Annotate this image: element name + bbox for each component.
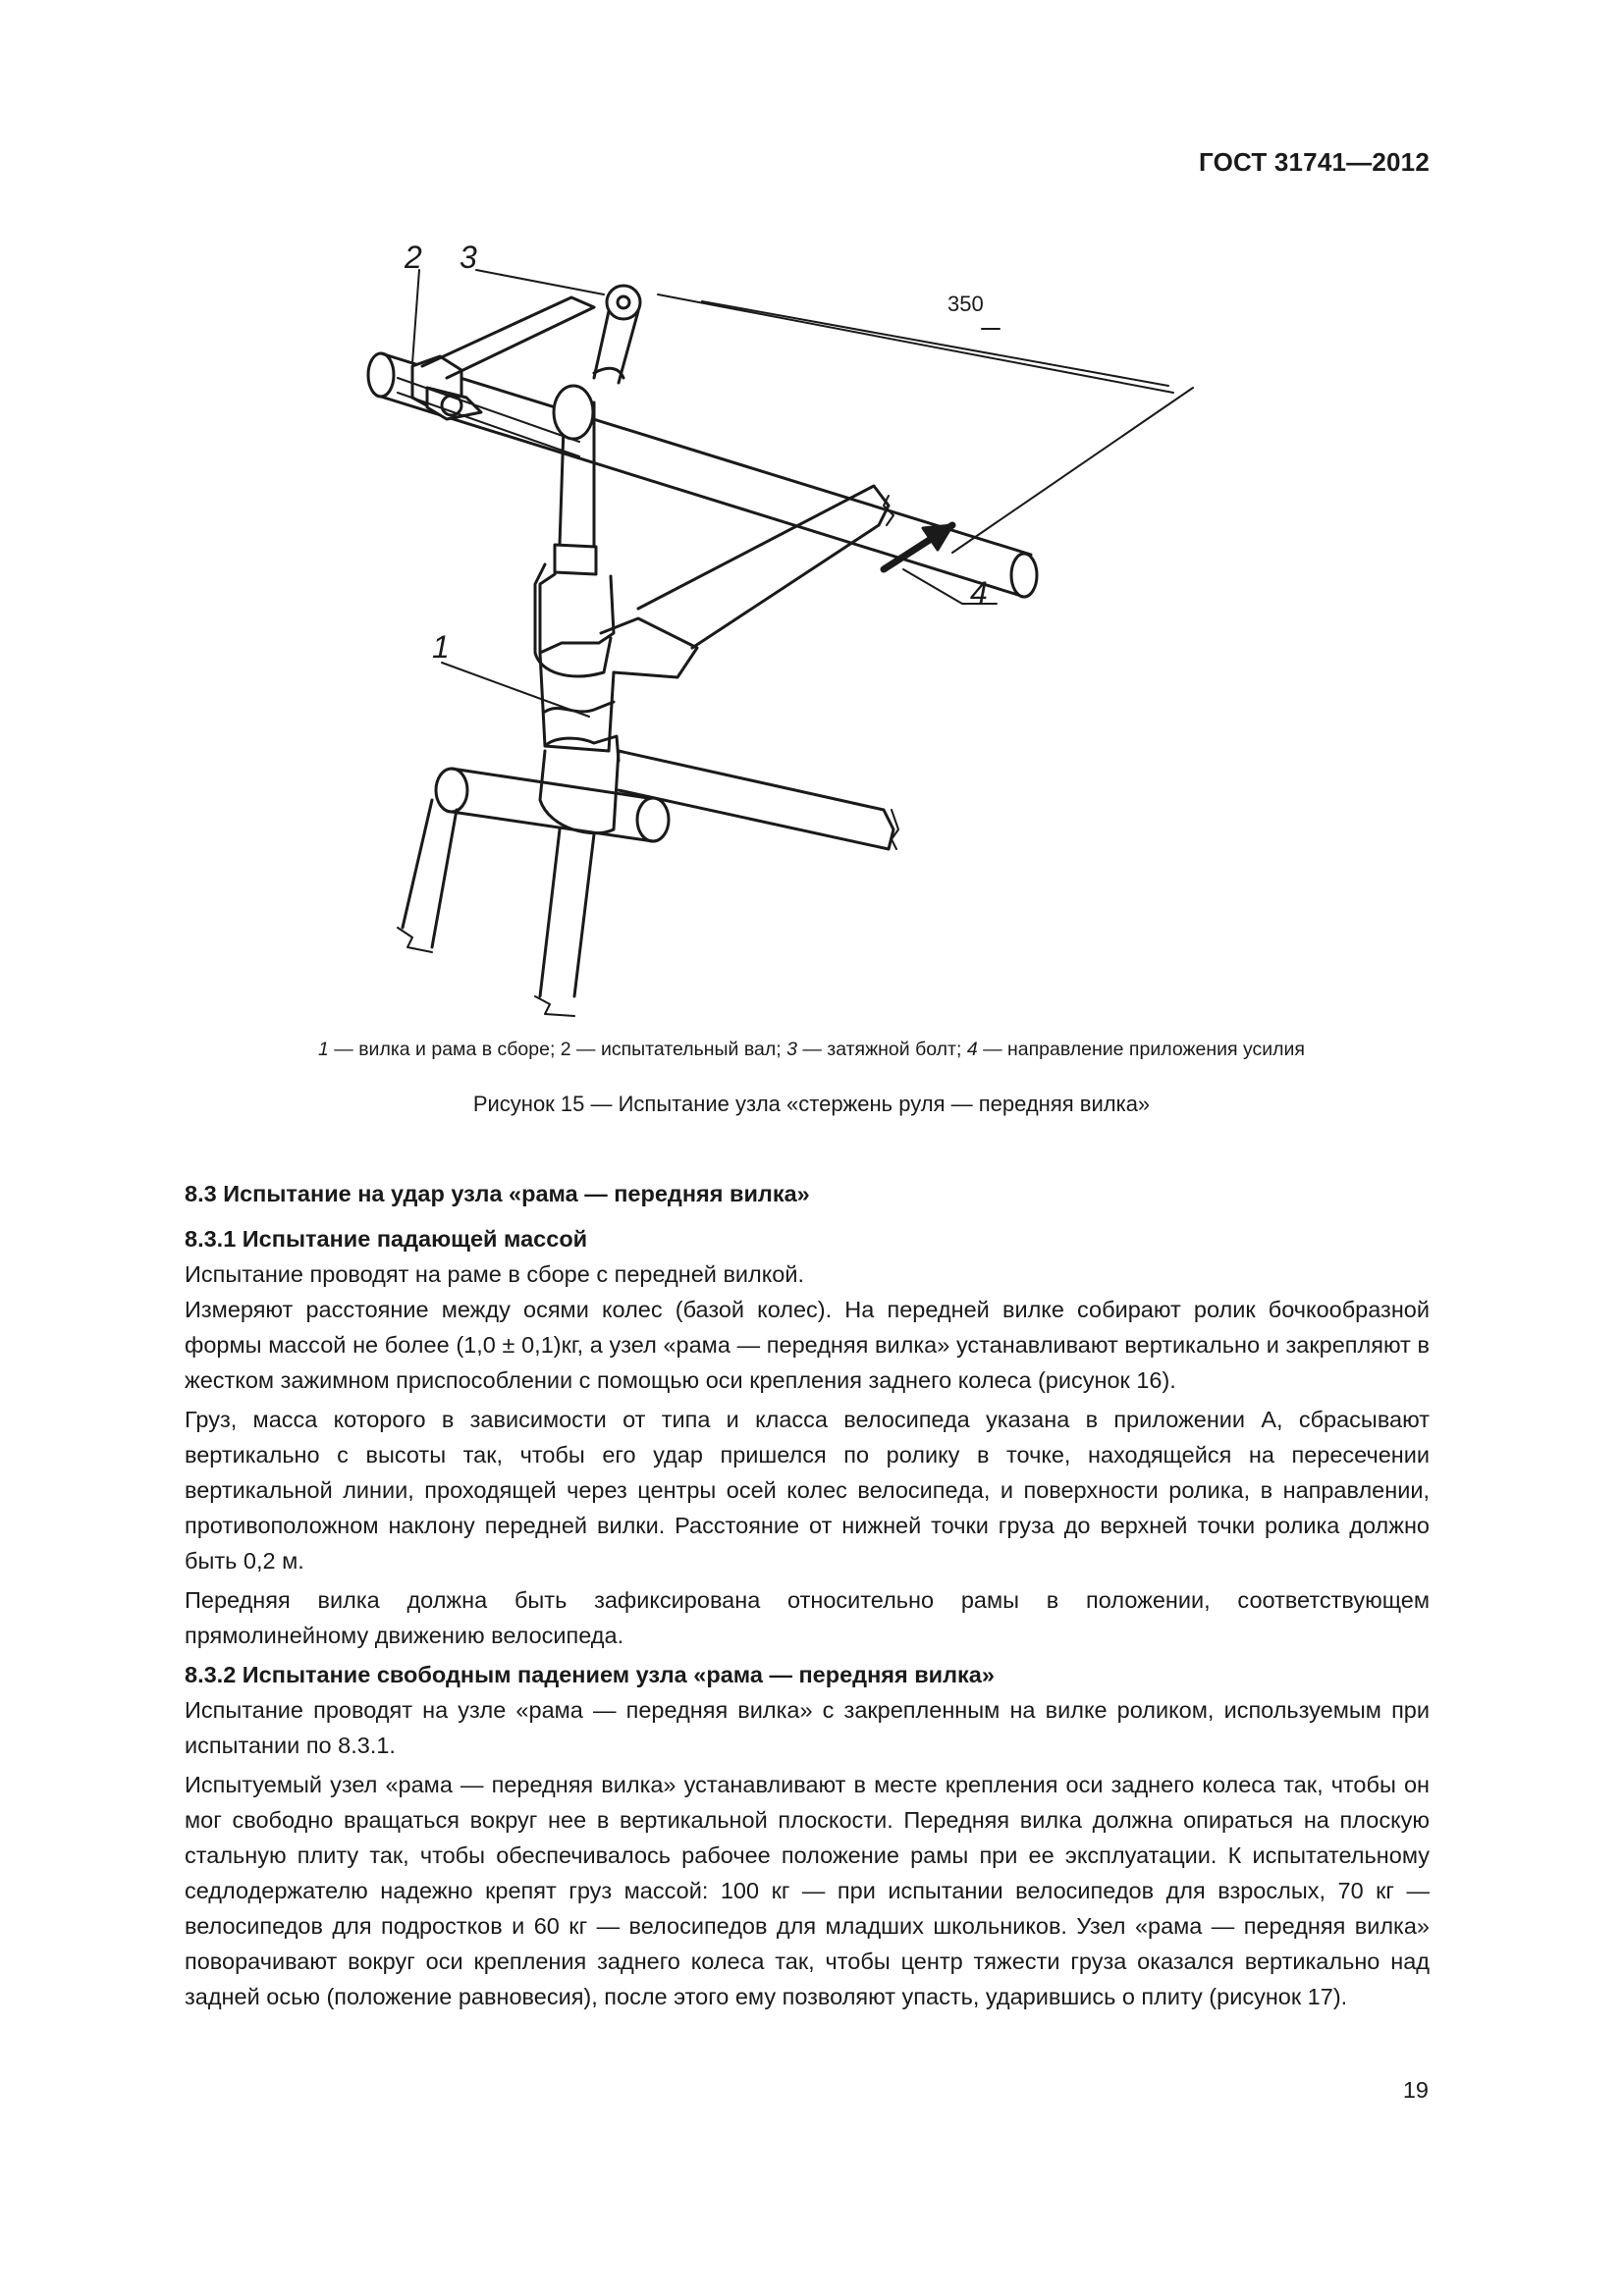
- paragraph: Испытание проводят на узле «рама — передняя вилка» с закрепленным на вилке роликом, используемым при испытании по 8.3.1.: [185, 1697, 1430, 1758]
- paragraph: Испытание проводят на раме в сборе с передней вилкой.: [185, 1261, 805, 1287]
- section-8-3: [185, 1176, 1430, 2014]
- subsection-heading: 8.3.1 Испытание падающей массой: [185, 1226, 588, 1252]
- standard-number: ГОСТ 31741—2012: [1199, 147, 1430, 177]
- subsection-heading: 8.3.2 Испытание свободным падением узла «рама — передняя вилка»: [185, 1662, 995, 1687]
- test-shaft: [368, 353, 1037, 597]
- test-rig-drawing: [353, 240, 1217, 1026]
- handlebar-stem: [398, 378, 614, 653]
- section-heading: 8.3 Испытание на удар узла «рама — передняя вилка»: [185, 1181, 810, 1206]
- paragraph: Передняя вилка должна быть зафиксирована относительно рамы в положении, соответствующем прямолинейному движению велосипеда.: [185, 1587, 1430, 1648]
- callout-3: 3: [460, 240, 477, 275]
- paragraph: Испытуемый узел «рама — передняя вилка» устанавливают в месте крепления оси заднего колеса так, чтобы он мог свободно вращаться вокруг нее в вертикальной плоскости. Передняя вилка должна опираться на плоскую стальную плиту так, чтобы обеспечивалось рабочее положение рамы при ее эксплуатации. К испытательному седлодержателю надежно крепят груз массой: 100 кг — при испытании велосипедов для взрослых, 70 кг — велосипедов для подростков и 60 кг — велосипедов для младших школьников. Узел «рама — передняя вилка» поворачивают вокруг оси крепления заднего колеса так, чтобы центр тяжести груза оказался вертикально над задней осью (положение равновесия), после этого ему позволяют упасть, ударившись о плиту (рисунок 17).: [185, 1772, 1430, 2009]
- paragraph: Груз, масса которого в зависимости от типа и класса велосипеда указана в приложении А, сбрасывают вертикально с высоты так, чтобы его удар пришелся по ролику в точке, находящейся на пересечении вертикальной линии, проходящей через центры осей колес велосипеда, и поверхности ролика, в направлении, противоположном наклону передней вилки. Расстояние от нижней точки груза до верхней точки ролика должно быть 0,2 м.: [185, 1407, 1430, 1574]
- page-number: 19: [1402, 2077, 1429, 2103]
- callout-1: 1: [432, 629, 450, 665]
- callout-4: 4: [970, 575, 988, 611]
- figure-caption: Рисунок 15 — Испытание узла «стержень руля — передняя вилка»: [472, 1092, 1151, 1116]
- dimension-label: 350: [947, 292, 984, 316]
- figure-legend: 1 — вилка и рама в сборе; 2 — испытательный вал; 3 — затяжной болт; 4 — направление приложения усилия: [318, 1039, 1305, 1060]
- dimension-350: [658, 294, 1193, 553]
- paragraph: Измеряют расстояние между осями колес (базой колес). На передней вилке собирают ролик бочкообразной формы массой не более (1,0 ± 0,1)кг, а узел «рама — передняя вилка» устанавливают вертикально и закрепляют в жестком зажимном приспособлении с помощью оси крепления заднего колеса (рисунок 16).: [185, 1297, 1430, 1393]
- fork-and-frame: [398, 486, 898, 1016]
- callout-2: 2: [405, 240, 422, 275]
